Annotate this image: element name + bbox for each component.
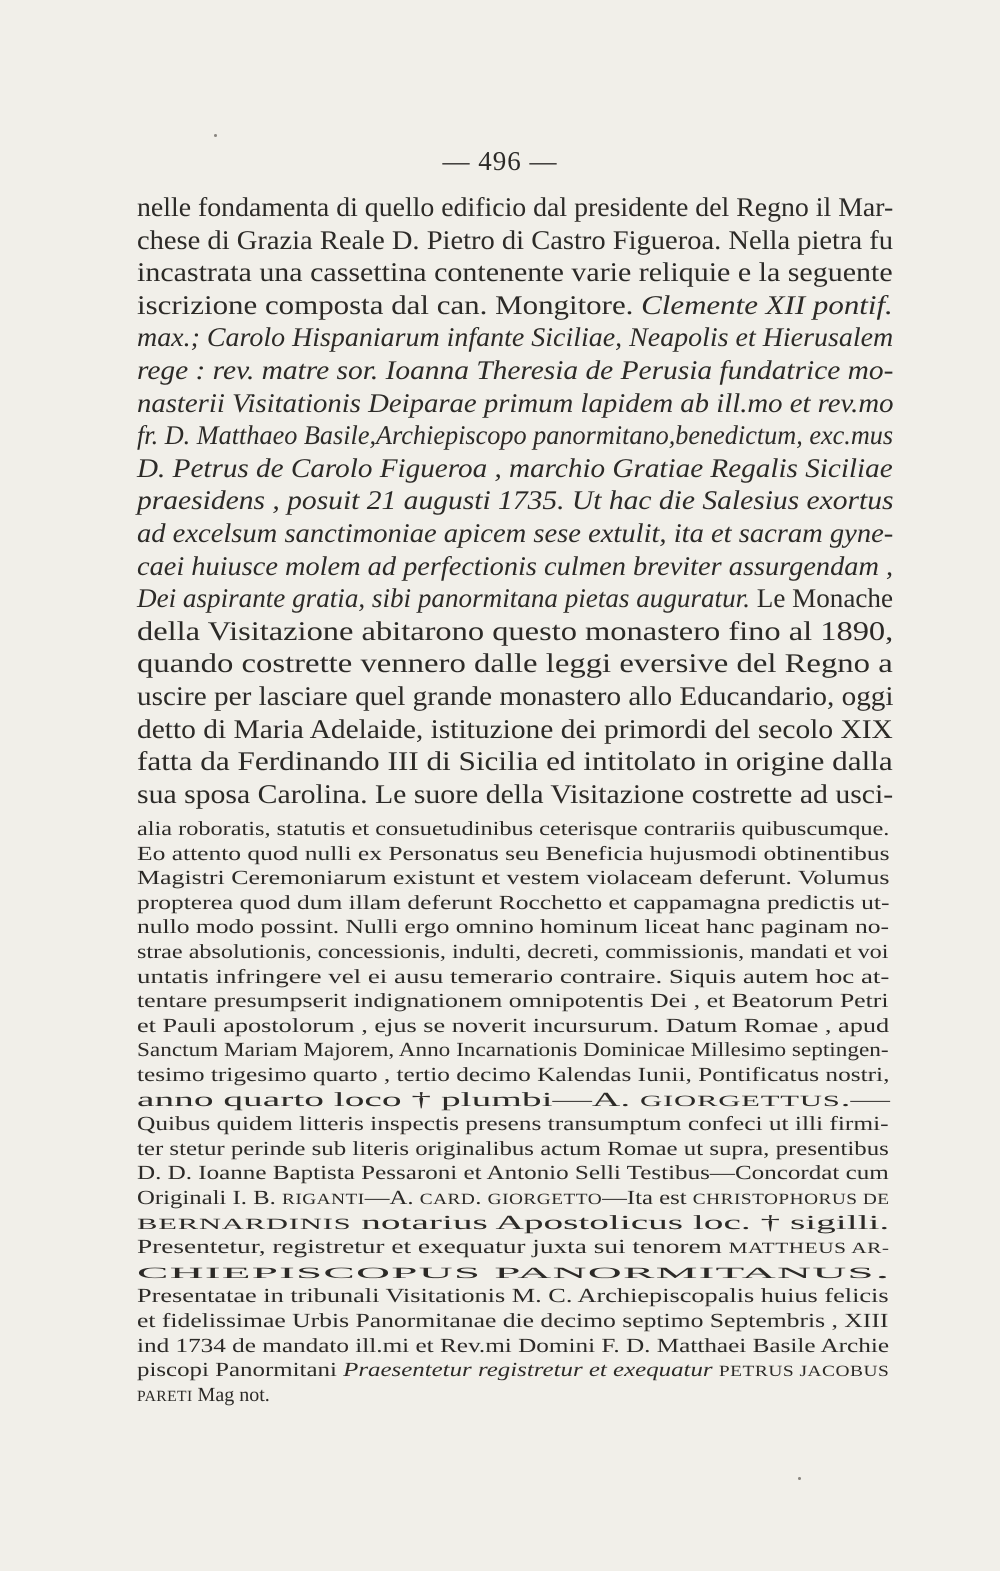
- body-text-line: [137, 714, 893, 745]
- body-text-line: [137, 681, 894, 712]
- footnote-line: [137, 1261, 890, 1284]
- body-text-line: [137, 779, 893, 810]
- footnote-line: [137, 990, 889, 1013]
- text-run: nullo modo possint. Nulli ergo omnino hominum liceat hanc paginam no-: [137, 916, 890, 939]
- text-run: nelle fondamenta di quello edificio dal presidente del Regno il Mar-: [137, 192, 894, 222]
- footnote-line: [137, 941, 888, 964]
- body-text-line: [137, 746, 893, 777]
- text-run: fatta da Ferdinando III di Sicilia ed intitolato in origine dalla: [137, 746, 893, 777]
- text-run: quando costrette vennero dalle leggi eversive del Regno a: [137, 648, 893, 679]
- small-caps-name: BERNARDINIS: [137, 1215, 352, 1233]
- body-text-line: [137, 192, 893, 223]
- text-run: .—: [840, 1088, 890, 1111]
- footnote-line: [137, 1015, 889, 1038]
- text-run: tentare presumpserit indignationem omnipotentis Dei , et Beatorum Petri: [137, 990, 889, 1013]
- italic-text: nasterii Visitationis Deiparae primum lapidem ab ill.mo et rev.mo: [137, 387, 894, 418]
- text-run: —A.: [364, 1187, 420, 1209]
- body-text-line: [137, 648, 893, 679]
- italic-text: fr. D. Matthaeo Basile,Archiepiscopo panormitano,benedictum, exc.mus: [137, 420, 894, 451]
- italic-text: max.; Carolo Hispaniarum infante Siciliae, Neapolis et Hierusalem: [137, 322, 894, 353]
- italic-text: Clemente XII pontif.: [641, 289, 893, 320]
- footnote-line: [137, 1089, 890, 1112]
- footnote-line: [137, 1212, 889, 1235]
- italic-text: D. Petrus de Carolo Figueroa , marchio Gratiae Regalis Siciliae: [137, 452, 893, 483]
- body-text-line: [137, 225, 893, 256]
- footnote-line: [137, 1359, 889, 1382]
- text-run: et Pauli apostolorum , ejus se noverit incursurum. Datum Romae , apud: [137, 1014, 890, 1037]
- body-text-line: [137, 583, 893, 614]
- body-text-line: [137, 616, 893, 647]
- small-caps-name: CHRISTOPHORUS DE: [692, 1191, 890, 1208]
- italic-text: Praesentetur registretur et exequatur: [343, 1359, 713, 1382]
- footnote-line: [137, 892, 889, 915]
- footnote-line: [137, 1113, 889, 1136]
- text-run: et fidelissimae Urbis Panormitanae die decimo septimo Septembris , XIII: [137, 1310, 889, 1332]
- body-text-line: [137, 551, 893, 582]
- text-run: Presentatae in tribunali Visitationis M. C. Archiepiscopalis huius felicis: [137, 1285, 889, 1308]
- body-text-line: [137, 290, 893, 321]
- text-run: ter stetur perinde sub literis originalibus actum Romae ut supra, presentibus: [137, 1137, 889, 1160]
- italic-text: praesidens , posuit 21 augusti 1735. Ut hac die Salesius exortus: [137, 485, 894, 516]
- italic-text: caei huiusce molem ad perfectionis culmen breviter assurgendam ,: [137, 550, 894, 581]
- footnote-line: [137, 843, 890, 866]
- text-run: Mag not.: [192, 1383, 270, 1406]
- text-run: della Visitazione abitarono questo monastero fino al 1890,: [137, 615, 894, 646]
- text-run: chese di Grazia Reale D. Pietro di Castro Figueroa. Nella pietra fu: [137, 224, 894, 255]
- footnote-line: [137, 1162, 889, 1185]
- text-run: Magistri Ceremoniarum existunt et vestem violaceam deferunt. Volumus: [137, 867, 890, 890]
- italic-text: ad excelsum sanctimoniae apicem sese extulit, ita et sacram gyne-: [137, 518, 894, 548]
- text-run: —Ita est: [602, 1187, 693, 1209]
- footnote-line: [137, 1138, 889, 1161]
- text-run: detto di Maria Adelaide, istituzione dei primordi del secolo XIX: [137, 713, 893, 744]
- italic-text: Dei aspirante gratia, sibi panormitana pietas auguratur.: [137, 583, 750, 614]
- footnote-line: [137, 966, 889, 989]
- text-run: alia roboratis, statutis et consuetudinibus ceterisque contrariis quibuscumque.: [137, 818, 890, 840]
- footnote-line: [137, 1335, 889, 1358]
- text-run: untatis infringere vel ei ausu temerario contraire. Siquis autem hoc at-: [137, 965, 890, 988]
- body-text-line: [137, 453, 893, 484]
- text-run: strae absolutionis, concessionis, indulti, decreti, commissionis, mandati et voi: [137, 941, 889, 963]
- text-run: D. D. Ioanne Baptista Pessaroni et Antonio Selli Testibus—Concordat cum: [137, 1162, 889, 1185]
- text-run: .: [874, 1260, 890, 1283]
- footnote-line: [137, 1285, 889, 1308]
- small-caps-name: PARETI: [137, 1387, 193, 1405]
- body-text-line: [137, 485, 894, 516]
- paper-speck: [214, 134, 217, 137]
- footnote-line: [137, 1039, 889, 1062]
- text-run: uscire per lasciare quel grande monastero allo Educandario, oggi: [137, 681, 894, 711]
- text-run: Quibus quidem litteris inspectis presens transumptum confeci ut illi firmi-: [137, 1113, 889, 1136]
- body-text-line: [137, 518, 893, 549]
- page-number: — 496 —: [442, 146, 558, 176]
- small-caps-name: GIORGETTUS: [640, 1092, 841, 1110]
- small-caps-name: RIGANTI: [281, 1191, 365, 1208]
- footnote-line: [137, 1310, 888, 1333]
- body-text-line: [137, 257, 893, 288]
- text-run: incastrata una cassettina contenente varie reliquie e la seguente: [137, 257, 893, 288]
- text-run: propterea quod dum illam deferunt Rocchetto et cappamagna predictis ut-: [137, 891, 890, 914]
- small-caps-name: PETRUS JACOBUS: [718, 1363, 890, 1381]
- small-caps-name: GIORGETTO: [487, 1191, 603, 1208]
- footnote-line: [137, 1384, 270, 1407]
- italic-text: rege : rev. matre sor. Ioanna Theresia de Perusia fundatrice mo-: [137, 355, 894, 385]
- body-text-line: [137, 420, 893, 451]
- text-run: .: [475, 1187, 488, 1209]
- footnote-line: [137, 867, 889, 890]
- text-run: iscrizione composta dal can. Mongitore.: [137, 289, 642, 320]
- text-run: piscopi Panormitani: [137, 1359, 344, 1382]
- text-run: Originali I. B.: [137, 1187, 282, 1209]
- body-text-line: [137, 388, 893, 419]
- text-run: notarius Apostolicus loc. † sigilli.: [351, 1211, 890, 1234]
- text-run: Eo attento quod nulli ex Personatus seu Beneficia hujusmodi obtinentibus: [137, 842, 890, 865]
- footnote-line: [137, 1187, 890, 1210]
- text-run: sua sposa Carolina. Le suore della Visitazione costrette ad usci-: [137, 778, 894, 809]
- body-text-line: [137, 355, 893, 386]
- text-run: Sanctum Mariam Majorem, Anno Incarnationis Dominicae Millesimo septingen-: [137, 1039, 889, 1062]
- small-caps-name: CHIEPISCOPUS PANORMITANUS: [137, 1264, 875, 1282]
- text-run: ind 1734 de mandato ill.mi et Rev.mi Domini F. D. Matthaei Basile Archie: [137, 1334, 890, 1357]
- body-text-line: [137, 322, 893, 353]
- paper-speck: [798, 1477, 801, 1480]
- small-caps-name: MATTHEUS AR-: [728, 1240, 890, 1258]
- footnote-line: [137, 818, 889, 841]
- text-run: Presentetur, registretur et exequatur juxta sui tenorem: [137, 1236, 729, 1259]
- text-run: Le Monache: [749, 583, 893, 614]
- small-caps-name: CARD: [419, 1191, 476, 1208]
- footnote-line: [137, 916, 889, 939]
- text-run: tesimo trigesimo quarto , tertio decimo Kalendas Iunii, Pontificatus nostri,: [137, 1064, 890, 1086]
- footnote-line: [137, 1064, 889, 1087]
- footnote-line: [137, 1236, 890, 1259]
- text-run: anno quarto loco † plumbi—A.: [137, 1088, 641, 1111]
